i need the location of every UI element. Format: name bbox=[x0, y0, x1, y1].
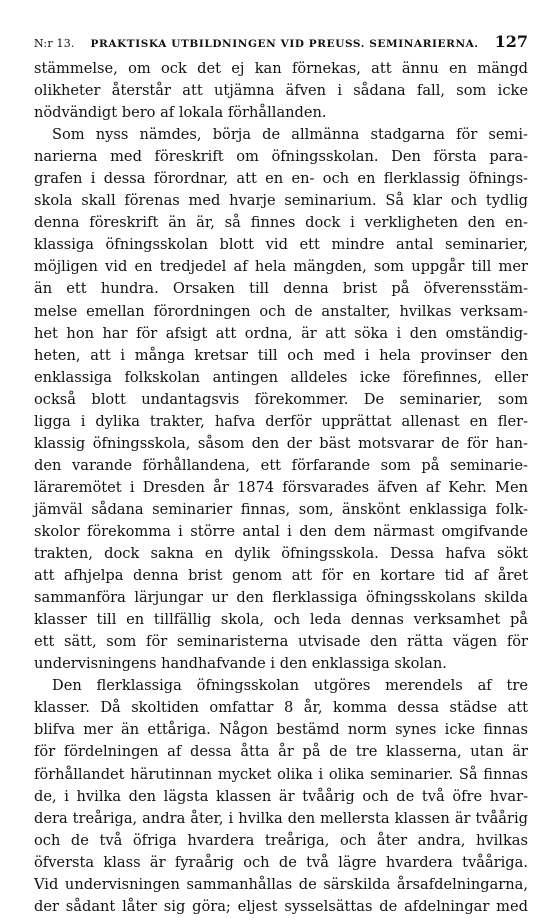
text-line: Som nyss nämdes, börja de allmänna stadgarna för semi- bbox=[52, 126, 528, 144]
text-line: narierna med föreskrift om öfningsskolan. Den första para- bbox=[34, 148, 528, 166]
text-line: än ett hundra. Orsaken till denna brist på öfverensstäm- bbox=[34, 280, 528, 298]
text-line: den varande förhållandena, ett förfarande som på seminarie- bbox=[34, 456, 528, 474]
paragraph bbox=[34, 124, 528, 675]
text-line: melse emellan förordningen och de anstalter, hvilkas verksam- bbox=[34, 302, 528, 320]
text-line: klasser. Då skoltiden omfattar 8 år, komma dessa städse att bbox=[34, 699, 528, 717]
text-line: nödvändigt bero af lokala förhållanden. bbox=[34, 104, 327, 122]
text-line: sammanföra lärjungar ur den flerklassiga öfningsskolans skilda bbox=[34, 589, 528, 607]
text-line: Vid undervisningen sammanhållas de särskilda årsafdelningarna, bbox=[34, 875, 528, 893]
text-line: förhållandet härutinnan mycket olika i olika seminarier. Så finnas bbox=[34, 765, 528, 783]
text-line: jämväl sådana seminarier finnas, som, änskönt enklassiga folk- bbox=[34, 500, 528, 518]
text-line: klassig öfningsskola, såsom den der bäst motsvarar de för han- bbox=[34, 434, 528, 452]
text-line: trakten, dock sakna en dylik öfningsskola. Dessa hafva sökt bbox=[34, 545, 528, 563]
text-line: stämmelse, om ock det ej kan förnekas, att ännu en mängd bbox=[34, 60, 528, 77]
book-page bbox=[34, 32, 528, 918]
section-number: N:r 13. bbox=[34, 37, 75, 50]
text-line: klasser till en tillfällig skola, och leda dennas verksamhet på bbox=[34, 611, 528, 629]
text-line: läraremötet i Dresden år 1874 försvarades äfven af Kehr. Men bbox=[34, 478, 528, 496]
running-title: PRAKTISKA UTBILDNINGEN VID PREUSS. SEMINARIERNA. bbox=[90, 38, 479, 50]
body-text bbox=[34, 58, 528, 918]
text-line: ligga i dylika trakter, hafva derför upprättat allenast en fler- bbox=[34, 412, 528, 430]
text-line: öfversta klass är fyraårig och de två lägre hvardera tvååriga. bbox=[34, 853, 528, 871]
text-line: blifva mer än ettåriga. Någon bestämd norm synes icke finnas bbox=[34, 721, 528, 739]
text-line: undervisningens handhafvande i den enklassiga skolan. bbox=[34, 655, 447, 673]
page-number: 127 bbox=[494, 32, 528, 51]
text-line: klassiga öfningsskolan blott vid ett mindre antal seminarier, bbox=[34, 236, 528, 254]
text-line: ett sätt, som för seminaristerna utvisade den rätta vägen för bbox=[34, 633, 528, 651]
text-line: de, i hvilka den lägsta klassen är tvåårig och de två öfre hvar- bbox=[34, 787, 528, 805]
text-line: dera treåriga, andra åter, i hvilka den mellersta klassen är tvåårig bbox=[34, 809, 528, 827]
text-line: för fördelningen af dessa åtta år på de tre klasserna, utan är bbox=[34, 743, 528, 761]
text-line: enklassiga folkskolan antingen alldeles icke förefinnes, eller bbox=[34, 368, 528, 386]
text-line: att afhjelpa denna brist genom att för en kortare tid af året bbox=[34, 567, 528, 585]
text-line: der sådant låter sig göra; eljest sysselsättas de afdelningar med bbox=[34, 897, 528, 915]
paragraph bbox=[34, 58, 528, 124]
text-line: olikheter återstår att utjämna äfven i sådana fall, som icke bbox=[34, 82, 528, 100]
text-line: möjligen vid en tredjedel af hela mängden, som uppgår till mer bbox=[34, 258, 528, 276]
text-line: och de två öfriga hvardera treåriga, och åter andra, hvilkas bbox=[34, 831, 528, 849]
text-line: het hon har för afsigt att ordna, är att söka i den omständig- bbox=[34, 324, 528, 342]
text-line: också blott undantagsvis förekommer. De seminarier, som bbox=[34, 390, 528, 408]
running-header bbox=[34, 32, 528, 58]
text-line: skolor förekomma i större antal i den dem närmast omgifvande bbox=[34, 522, 528, 540]
text-line: Den flerklassiga öfningsskolan utgöres merendels af tre bbox=[52, 677, 528, 695]
paragraph bbox=[34, 675, 528, 918]
text-line: skola skall förenas med hvarje seminarium. Så klar och tydlig bbox=[34, 192, 528, 210]
text-line: heten, att i många kretsar till och med i hela provinser den bbox=[34, 346, 528, 364]
text-line: denna föreskrift än är, så finnes dock i verkligheten den en- bbox=[34, 214, 528, 232]
text-line: grafen i dessa förordnar, att en en- och en flerklassig öfnings- bbox=[34, 170, 528, 188]
